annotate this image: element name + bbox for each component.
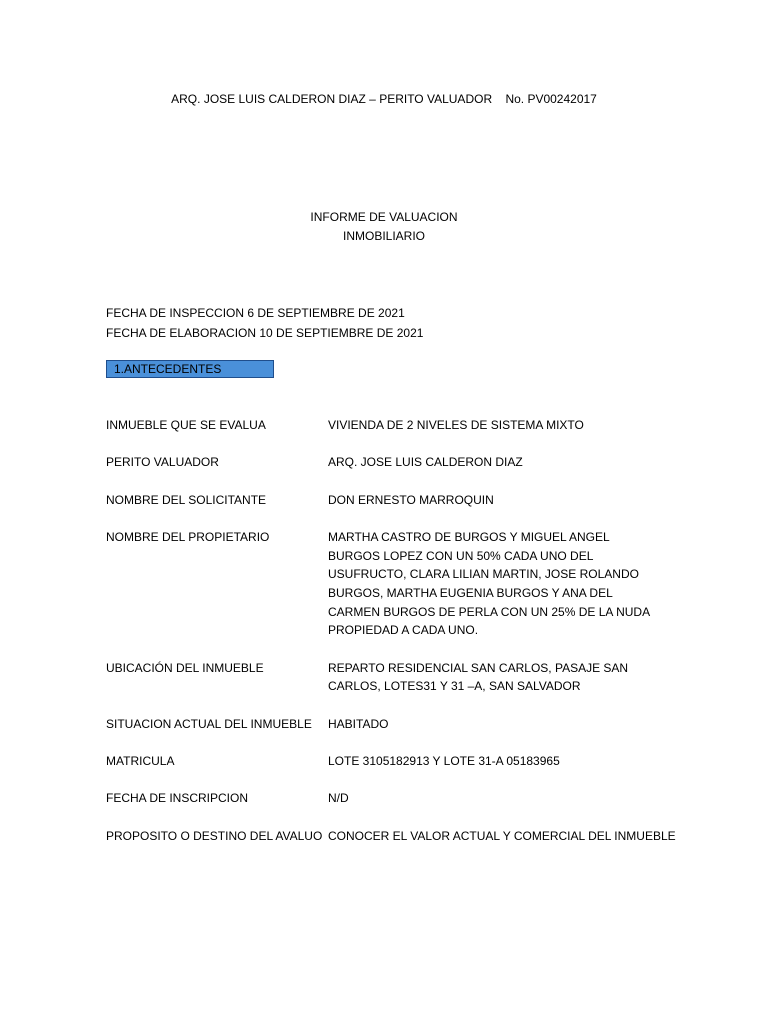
- title-line-2: INMOBILIARIO: [342, 229, 425, 243]
- table-row: [106, 789, 666, 808]
- row-value: VIVIENDA DE 2 NIVELES DE SISTEMA MIXTO: [328, 418, 584, 432]
- title-line-1: INFORME DE VALUACION: [310, 210, 458, 224]
- row-label: INMUEBLE QUE SE EVALUA: [106, 418, 266, 432]
- table-row: [106, 752, 666, 771]
- row-label: MATRICULA: [106, 753, 175, 768]
- row-value: CONOCER EL VALOR ACTUAL Y COMERCIAL DEL INMUEBLE: [328, 828, 676, 843]
- table-row: [106, 659, 666, 696]
- table-row: [106, 416, 666, 435]
- row-value: ARQ. JOSE LUIS CALDERON DIAZ: [328, 455, 523, 470]
- table-row: [106, 491, 666, 510]
- row-value: N/D: [328, 791, 349, 806]
- dates-block: [106, 304, 423, 343]
- document-title: [0, 208, 768, 246]
- table-row: [106, 453, 666, 472]
- section-heading-antecedentes: 1.ANTECEDENTES: [106, 360, 274, 378]
- row-label: NOMBRE DEL PROPIETARIO: [106, 530, 270, 545]
- row-value: MARTHA CASTRO DE BURGOS Y MIGUEL ANGEL BURGOS LOPEZ CON UN 50% CADA UNO DEL USUFRUCTO, CLARA LILIAN MARTIN, JOSE ROLANDO BURGOS, MARTHA EUGENIA BURGOS Y ANA DEL CARMEN BURGOS DE PERLA CON UN 25% DE LA NUDA PROPIEDAD A CADA UNO.: [328, 530, 650, 638]
- row-label: UBICACIÓN DEL INMUEBLE: [106, 660, 264, 675]
- document-header: ARQ. JOSE LUIS CALDERON DIAZ – PERITO VALUADOR No. PV00242017: [171, 92, 597, 106]
- antecedentes-table: [106, 416, 676, 864]
- table-row: [106, 715, 666, 734]
- row-value: LOTE 3105182913 Y LOTE 31-A 05183965: [328, 753, 560, 768]
- row-value: HABITADO: [328, 716, 389, 731]
- table-row: [106, 528, 666, 640]
- row-label: PERITO VALUADOR: [106, 455, 219, 470]
- table-row: [106, 827, 676, 846]
- row-label: FECHA DE INSCRIPCION: [106, 791, 249, 806]
- inspection-date: FECHA DE INSPECCION 6 DE SEPTIEMBRE DE 2021: [106, 306, 405, 320]
- row-value: DON ERNESTO MARROQUIN: [328, 492, 494, 507]
- row-label: SITUACION ACTUAL DEL INMUEBLE: [106, 716, 312, 731]
- row-label: NOMBRE DEL SOLICITANTE: [106, 492, 267, 507]
- elaboration-date: FECHA DE ELABORACION 10 DE SEPTIEMBRE DE 2021: [106, 325, 424, 340]
- row-value: REPARTO RESIDENCIAL SAN CARLOS, PASAJE SAN CARLOS, LOTES31 Y 31 –A, SAN SALVADOR: [328, 660, 629, 694]
- row-label: PROPOSITO O DESTINO DEL AVALUO: [106, 828, 323, 843]
